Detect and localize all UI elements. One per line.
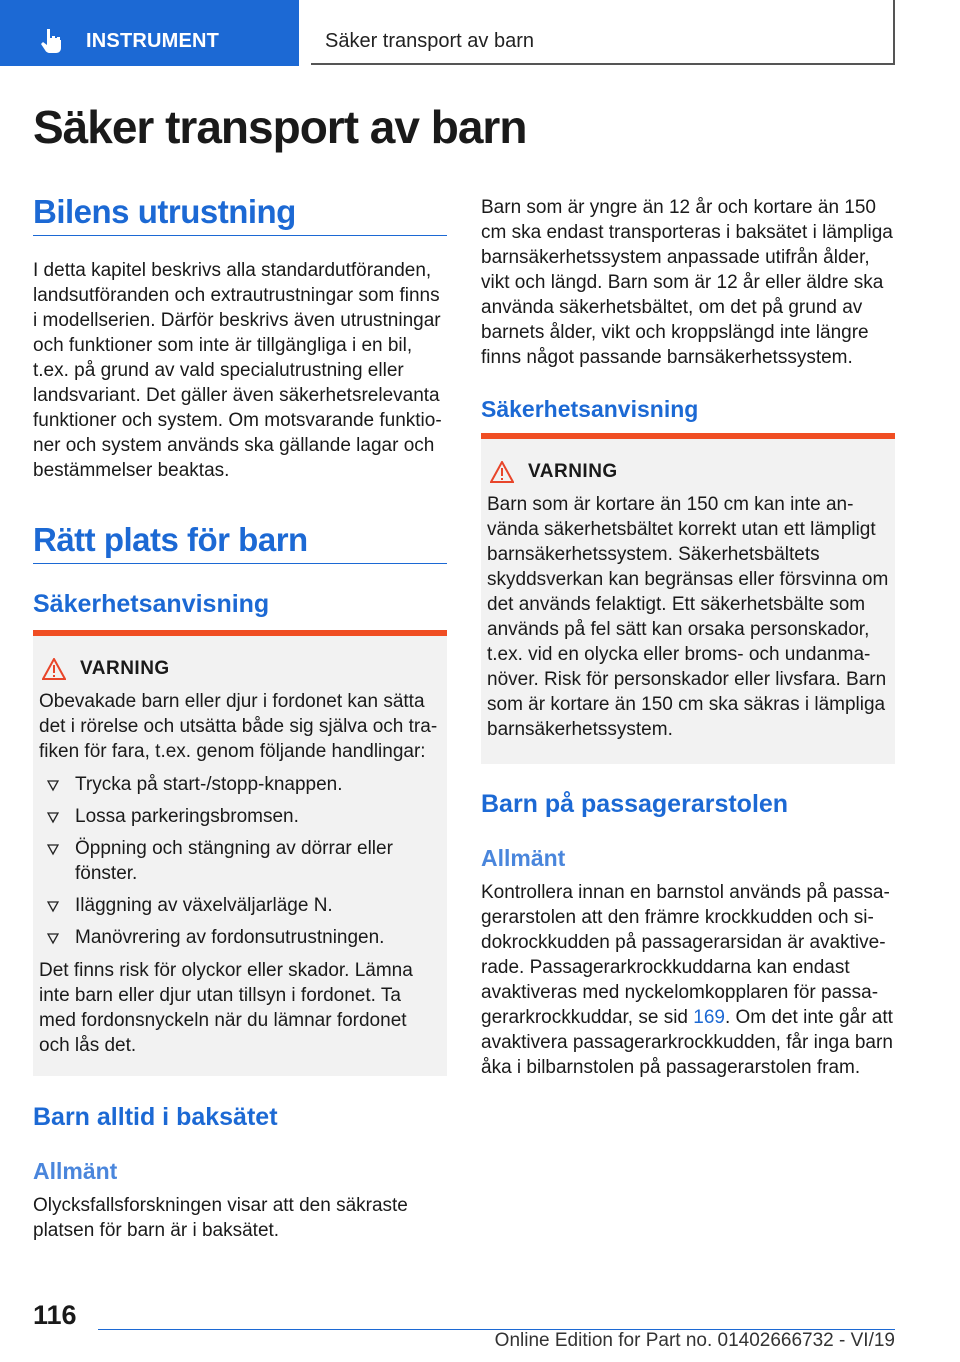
warning-list [39, 772, 441, 957]
warning-text: Barn som är kortare än 150 cm kan inte använda säkerhetsbältet korrekt utan ett lämpligt barnsäkerhetssystem. Säkerhetsbältets skyddsverkan kan begränsas eller försvinna om det används felaktigt. Ett säkerhetsbälte som används på fel sätt kan orsaka personskador, t.ex. vid en olycka eller broms- och undanmanöver. Risk för personskador eller livsfara. Barn som är kortare än 150 cm ska säkras i lämpliga barnsäkerhetssystem. [487, 494, 889, 740]
hand-pointer-icon [38, 26, 66, 54]
list-item: Manövrering av fordonsutrustningen. [39, 925, 441, 950]
child-intro-paragraph: Barn som är yngre än 12 år och kortare än 150 cm ska endast transporteras i baksätet i lämpliga barnsäkerhetssystem anpassade utifrån ålder, vikt och längd. Barn som är 12 år eller äldre ska använda säkerhetsbältet, om det på grund av barnets ålder, vikt och kroppslängd inte längre finns något passande barnsäkerhetssystem. [481, 197, 893, 368]
triangle-bullet-icon [47, 780, 59, 792]
page-number: 116 [33, 1300, 77, 1330]
triangle-bullet-icon [47, 901, 59, 913]
warning-label: VARNING [528, 461, 618, 482]
warning-bar [33, 630, 447, 636]
general-subtitle-right: Allmänt [481, 845, 566, 871]
edition-footer: Online Edition for Part no. 01402666732 - VI/19 [494, 1330, 895, 1351]
warning-bar [481, 433, 895, 439]
backseat-paragraph: Olycksfallsforskningen visar att den säkraste platsen för barn är i baksätet. [33, 1195, 408, 1241]
safety-subtitle: Säkerhetsanvisning [33, 590, 270, 618]
warning-triangle-icon [42, 658, 66, 680]
chapter-header [311, 0, 895, 65]
section-rule [33, 563, 447, 564]
list-item: Lossa parkeringsbromsen. [39, 804, 441, 829]
page-title: Säker transport av barn [33, 101, 527, 153]
section-title-right-place: Rätt plats för barn [33, 521, 308, 558]
triangle-bullet-icon [47, 844, 59, 856]
section-tab-label: INSTRUMENT [86, 30, 220, 52]
equipment-paragraph: I detta kapitel beskrivs alla standardutföranden, landsutföranden och extrautrustningar som finns i modellserien. Därför beskrivs även utrustningar och funktioner som inte är tillgängliga i en bil, t.ex. på grund av vald specialutrustning eller landsvariant. Det gäller även säkerhetsrelevanta funktioner och system. Om motsvarande funktioner och system används ska gällande lagar och bestämmelser beaktas. [33, 260, 442, 481]
list-item: Öppning och stängning av dörrar eller fönster. [39, 836, 441, 886]
section-tab [0, 0, 299, 66]
backseat-title: Barn alltid i baksätet [33, 1103, 278, 1131]
triangle-bullet-icon [47, 933, 59, 945]
list-item: Trycka på start-/stopp-knappen. [39, 772, 441, 797]
warning-intro: Obevakade barn eller djur i fordonet kan sätta det i rörelse och utsätta både sig själva och trafiken för fara, t.ex. genom följande handlingar: [39, 691, 438, 762]
page-reference-link[interactable]: 169 [693, 1007, 725, 1028]
safety-subtitle-right: Säkerhetsanvisning [481, 396, 699, 422]
triangle-bullet-icon [47, 812, 59, 824]
passenger-paragraph: Kontrollera innan en barnstol används på passagerarstolen att den främre krockkudden och sidokrockkudden på passagerarsidan är avaktiverade. Passagerarkrockkuddarna kan endast avaktiveras med nyckelomkopplaren för passagerarkrockkuddar, se sid 169. Om det inte går att avaktivera passagerarkrockkudden, får inga barn åka i bilbarnstolen på passagerarstolen fram. [481, 882, 893, 1078]
warning-heading [42, 658, 170, 680]
list-item: Iläggning av växelväljarläge N. [39, 893, 441, 918]
general-subtitle: Allmänt [33, 1158, 118, 1184]
warning-label: VARNING [80, 658, 170, 679]
warning-triangle-icon [490, 461, 514, 483]
warning-outro: Det finns risk för olyckor eller skador. Lämna inte barn eller djur utan tillsyn i fordonet. Ta med fordonsnyckeln när du lämnar fordonet och lås det. [39, 960, 413, 1056]
section-rule [33, 235, 447, 236]
passenger-seat-title: Barn på passagerarstolen [481, 790, 789, 818]
section-title-equipment: Bilens utrustning [33, 193, 296, 230]
chapter-label: Säker transport av barn [325, 30, 534, 52]
warning-box-right [481, 433, 895, 764]
warning-box [33, 630, 447, 1076]
warning-heading [490, 461, 618, 483]
